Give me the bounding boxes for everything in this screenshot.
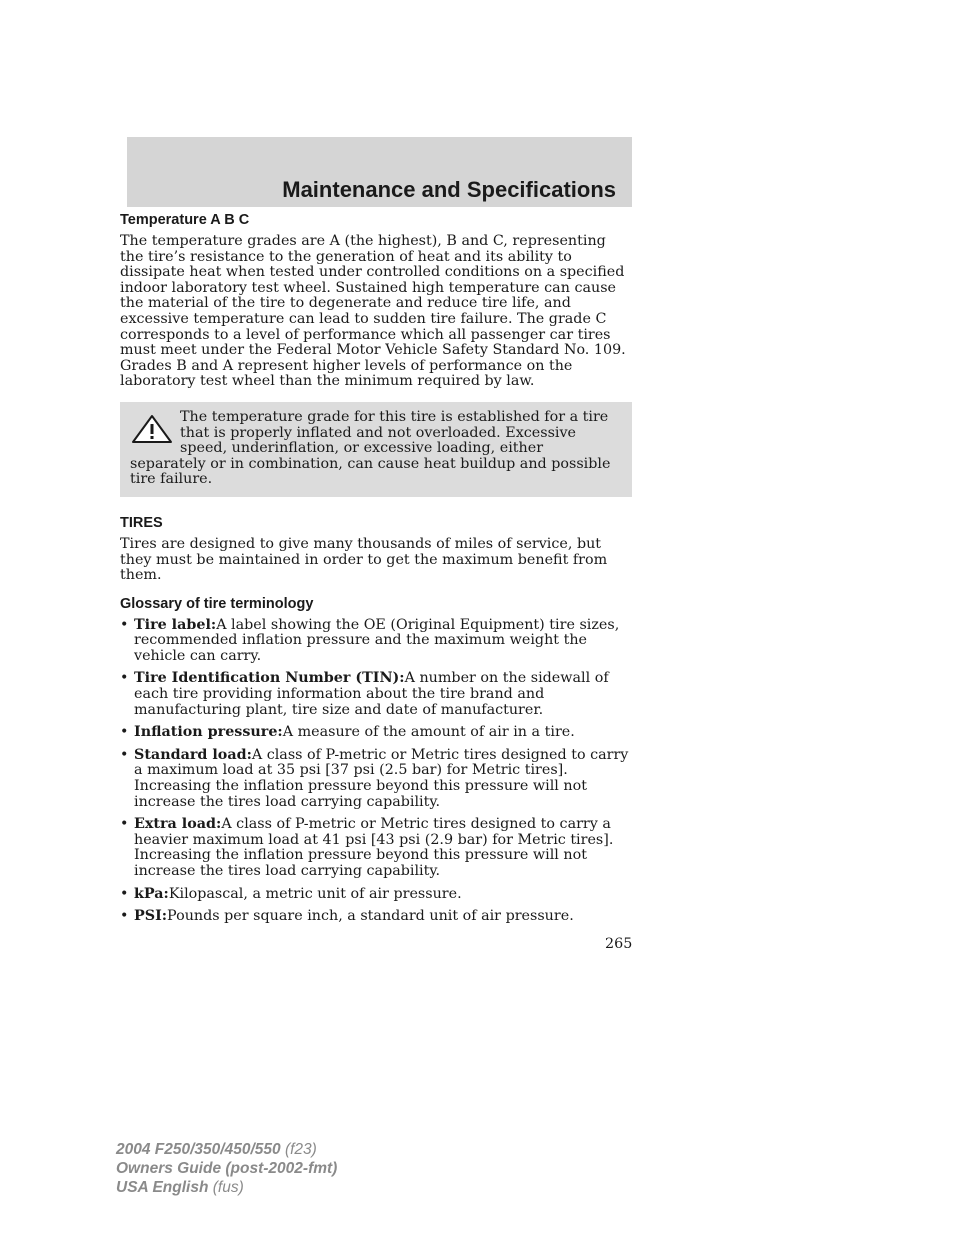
glossary-term: Tire label: [134, 616, 217, 633]
glossary-term: Extra load: [134, 816, 222, 833]
glossary-item-tin [120, 671, 632, 718]
glossary-item-tire-label [120, 618, 632, 665]
glossary-item-psi [120, 909, 632, 925]
bullet-icon: • [120, 816, 129, 833]
footer-guide: Owners Guide (post-2002-fmt) [116, 1160, 338, 1177]
glossary-definition: A class of P-metric or Metric tires designed to carry a maximum load at 35 psi [37 psi (2.5 bar) for Metric tires]. Increasing the inflation pressure beyond this pressure will not increase the tires load carrying capability. [134, 746, 629, 810]
glossary-item-kpa [120, 887, 632, 903]
temperature-heading: Temperature A B C [120, 212, 250, 228]
glossary-definition: Pounds per square inch, a standard unit of air pressure. [167, 908, 574, 925]
tires-heading: TIRES [120, 514, 163, 531]
footer-model-code: (f23) [284, 1141, 317, 1158]
glossary-term: Inflation pressure: [134, 724, 283, 741]
glossary-definition: Kilopascal, a metric unit of air pressure. [168, 885, 462, 902]
glossary-definition: A label showing the OE (Original Equipment) tire sizes, recommended inflation pressure and the maximum weight the vehicle can carry. [134, 616, 620, 664]
page-number: 265 [605, 936, 633, 952]
glossary-term: Tire Identification Number (TIN): [134, 670, 405, 687]
glossary-term: kPa: [134, 885, 169, 902]
warning-box [120, 402, 632, 497]
footer-line-3 [116, 1178, 337, 1197]
header-band [127, 137, 632, 207]
warning-triangle-icon [130, 414, 174, 444]
footer-model: 2004 F250/350/450/550 [116, 1141, 281, 1158]
footer-language-code: (fus) [212, 1179, 244, 1196]
tires-paragraph: Tires are designed to give many thousands of miles of service, but they must be maintained in order to get the maximum benefit from them. [120, 535, 608, 584]
glossary-heading: Glossary of tire terminology [120, 595, 314, 612]
glossary-definition: A class of P-metric or Metric tires designed to carry a heavier maximum load at 41 psi [43 psi (2.9 bar) for Metric tires]. Increasing the inflation pressure beyond this pressure will not increase the tires load carrying capability. [134, 816, 614, 879]
bullet-icon: • [120, 746, 129, 763]
footer-line-1 [116, 1140, 337, 1159]
bullet-icon: • [120, 885, 129, 902]
bullet-icon: • [120, 616, 129, 633]
warning-text: The temperature grade for this tire is established for a tire that is properly inflated and not overloaded. Excessive speed, underinflation, or excessive loading, either separately or in combination, can cause heat buildup and possible tire failure. [130, 408, 611, 488]
glossary-item-extra-load [120, 817, 632, 879]
bullet-icon: • [120, 670, 129, 687]
footer-language: USA English [116, 1179, 209, 1196]
glossary-definition: A measure of the amount of air in a tire. [282, 724, 575, 741]
page-title: Maintenance and Specifications [282, 177, 616, 202]
footer-line-2 [116, 1159, 337, 1178]
bullet-icon: • [120, 908, 129, 925]
glossary-item-standard-load [120, 748, 632, 810]
glossary-definition: A number on the sidewall of each tire providing information about the tire brand and manufacturing plant, tire size and date of manufacturer. [134, 670, 609, 718]
glossary-term: Standard load: [134, 746, 252, 763]
temperature-paragraph: The temperature grades are A (the highest), B and C, representing the tire’s resistance to the generation of heat and its ability to dissipate heat when tested under controlled conditions on a specified indoor laboratory test wheel. Sustained high temperature can cause the material of the tire to degenerate and reduce tire life, and excessive temperature can lead to sudden tire failure. The grade C corresponds to a level of performance which all passenger car tires must meet under the Federal Motor Vehicle Safety Standard No. 109. Grades B and A represent higher levels of performance on the laboratory test wheel than the minimum required by law. [120, 233, 626, 390]
glossary-list [120, 618, 632, 925]
main-content [120, 212, 632, 932]
footer [116, 1140, 337, 1197]
bullet-icon: • [120, 724, 129, 741]
glossary-item-inflation-pressure [120, 725, 632, 741]
glossary-term: PSI: [134, 908, 168, 925]
